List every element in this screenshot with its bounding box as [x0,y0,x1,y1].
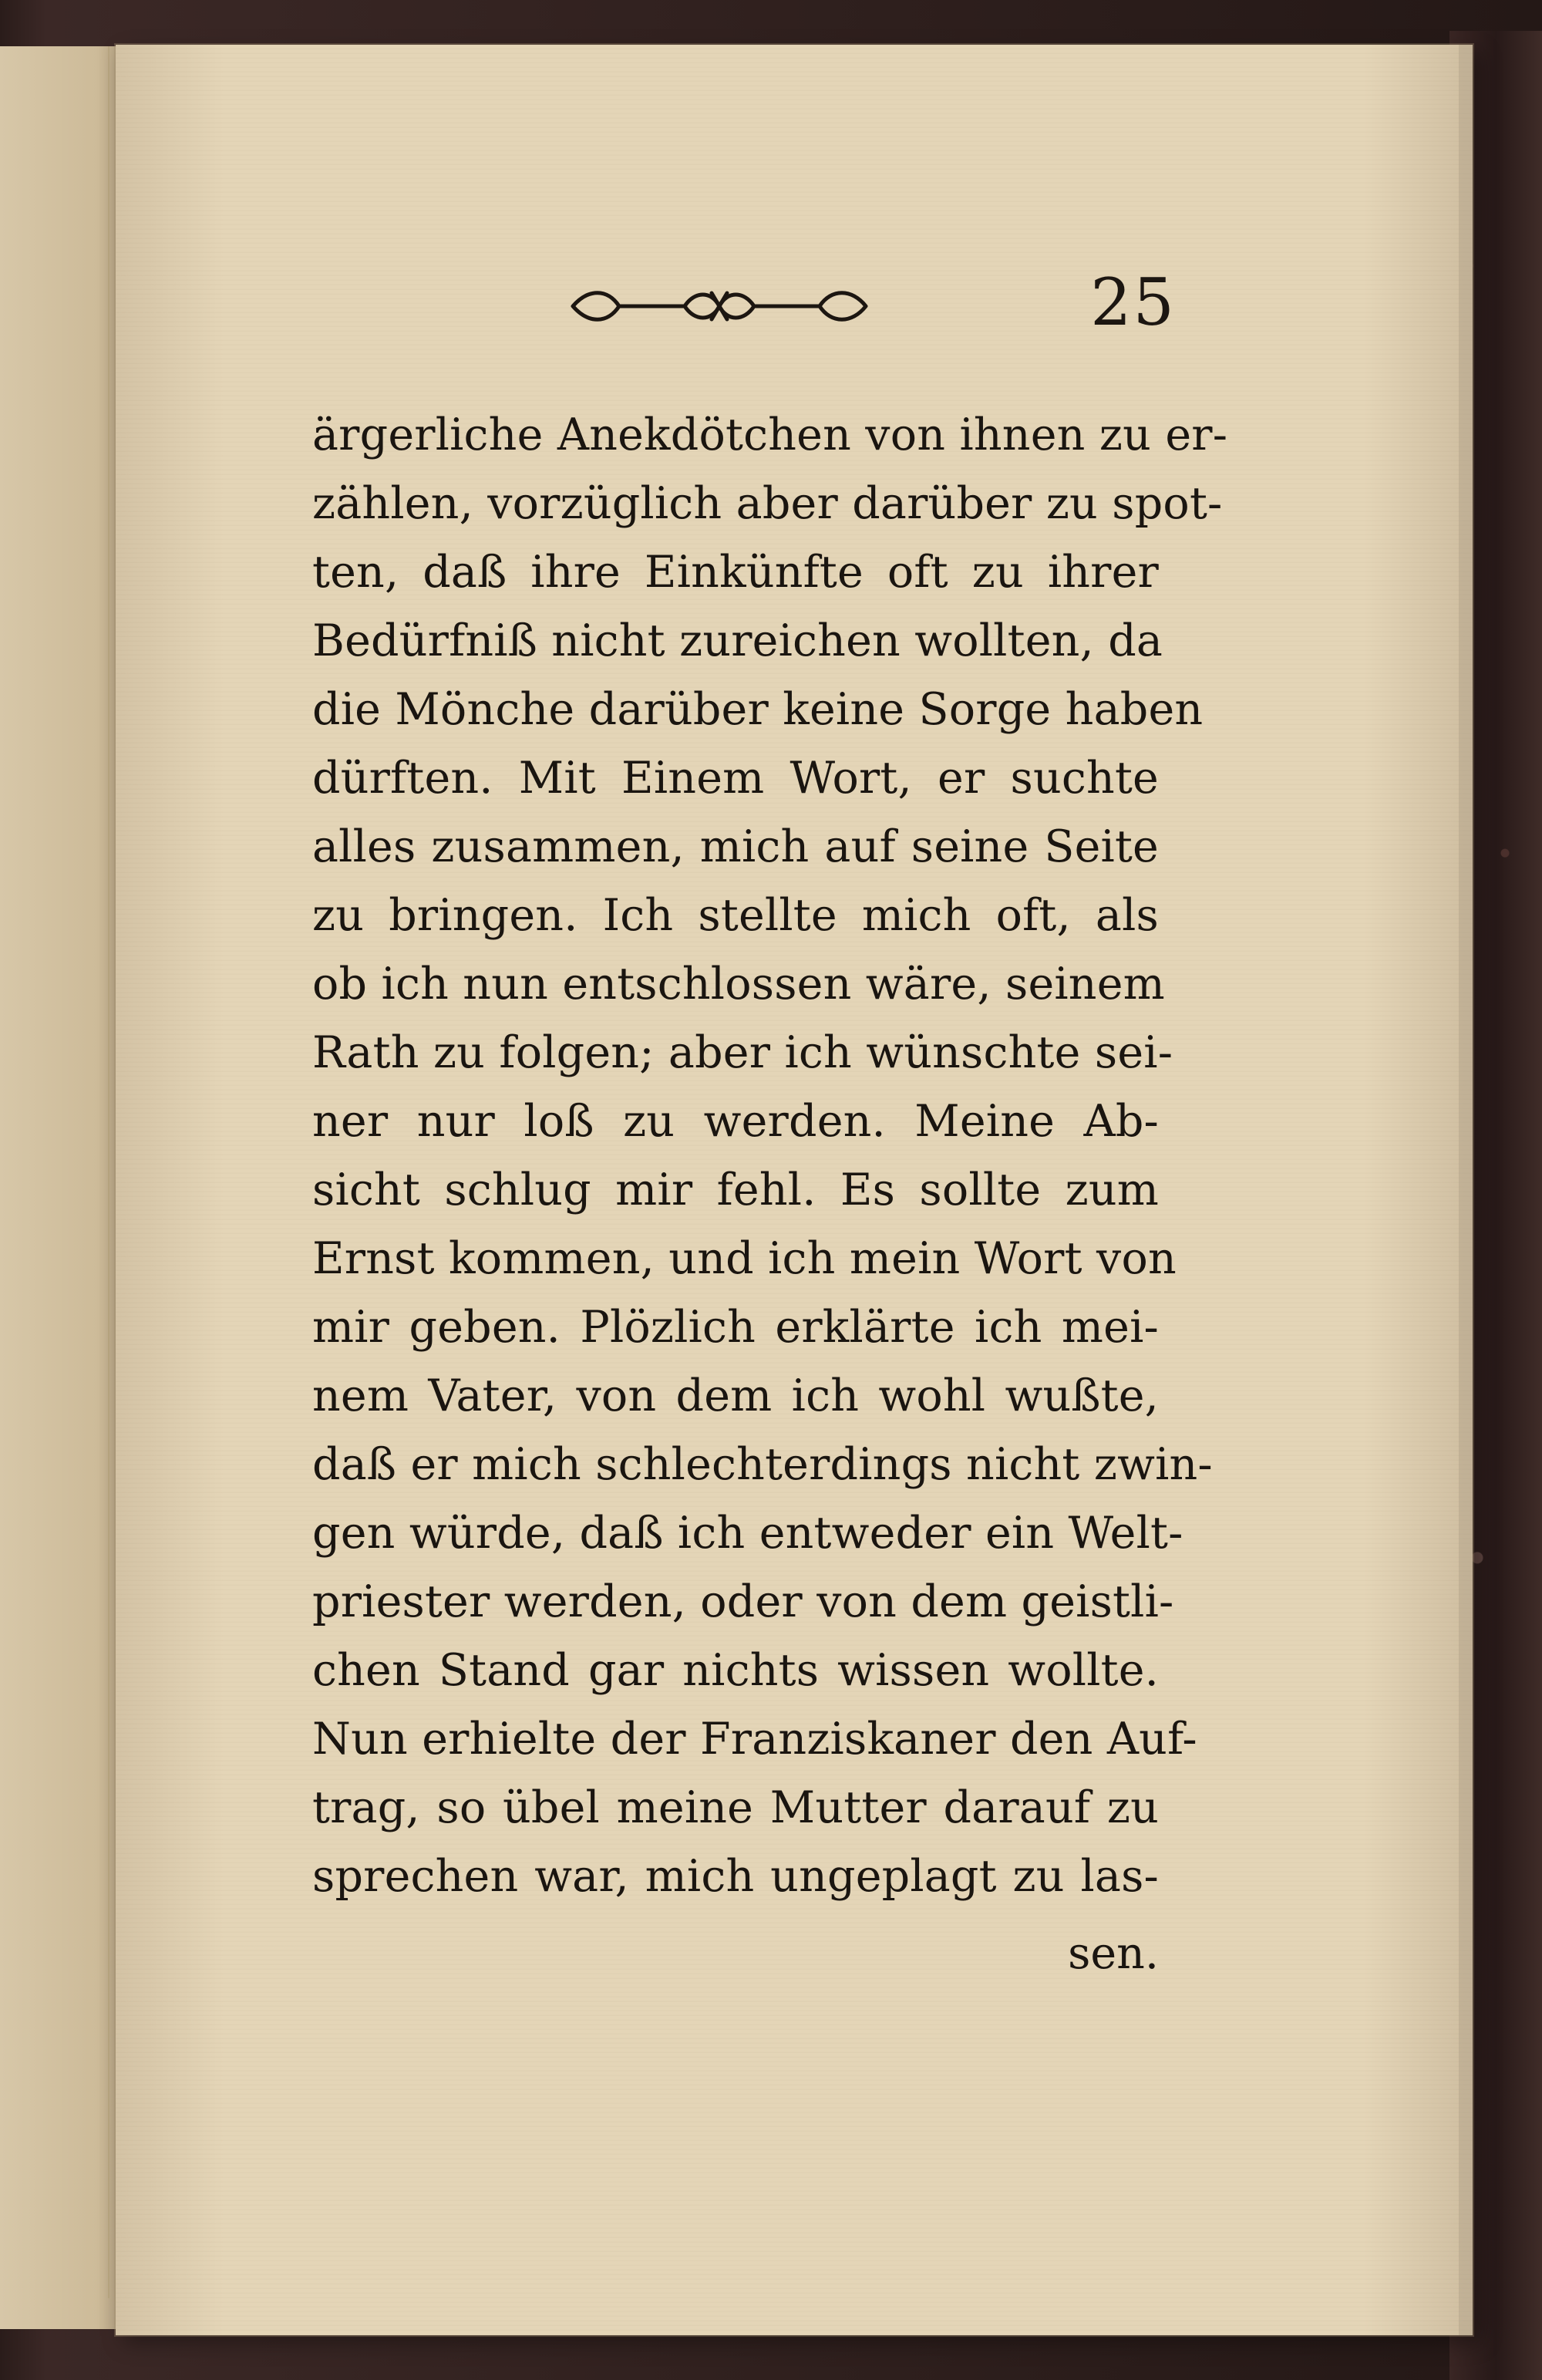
text-line: ob ich nun entschlossen wäre, seinem [312,959,1165,1010]
catchword: sen. [1068,1928,1159,1979]
text-line: nem Vater, von dem ich wohl wußte, [312,1370,1159,1421]
text-line: die Mönche darüber keine Sorge haben [312,684,1204,735]
text-line: zu bringen. Ich stellte mich oft, als [312,890,1159,941]
text-line: Rath zu folgen; aber ich wünschte sei- [312,1027,1173,1078]
text-line: chen Stand gar nichts wissen wollte. [312,1645,1159,1696]
text-line: ten, daß ihre Einkünfte oft zu ihrer [312,547,1159,598]
page-number: 25 [1090,265,1176,340]
text-line: sprechen war, mich ungeplagt zu las- [312,1851,1159,1902]
text-line: priester werden, oder von dem geistli- [312,1576,1174,1627]
text-line: gen würde, daß ich entweder ein Welt- [312,1508,1183,1559]
text-line: Ernst kommen, und ich mein Wort von [312,1233,1177,1284]
text-line: zählen, vorzüglich aber darüber zu spot- [312,478,1223,529]
text-line: trag, so übel meine Mutter darauf zu [312,1782,1159,1833]
facing-page-band [0,46,109,2298]
text-line: mir geben. Plözlich erklärte ich mei- [312,1302,1159,1353]
text-line: alles zusammen, mich auf seine Seite [312,821,1159,872]
body-text [312,401,1228,1911]
text-line: dürften. Mit Einem Wort, er suchte [312,753,1159,804]
text-line: daß er mich schlechterdings nicht zwin- [312,1439,1213,1490]
text-line: Nun erhielte der Franziskaner den Auf- [312,1714,1197,1765]
decorative-ornament-icon [565,279,874,333]
text-line: Bedürfniß nicht zureichen wollten, da [312,615,1163,666]
text-line: ärgerliche Anekdötchen von ihnen zu er- [312,410,1228,460]
text-line: ner nur loß zu werden. Meine Ab- [312,1096,1159,1147]
text-line: sicht schlug mir fehl. Es sollte zum [312,1165,1159,1215]
